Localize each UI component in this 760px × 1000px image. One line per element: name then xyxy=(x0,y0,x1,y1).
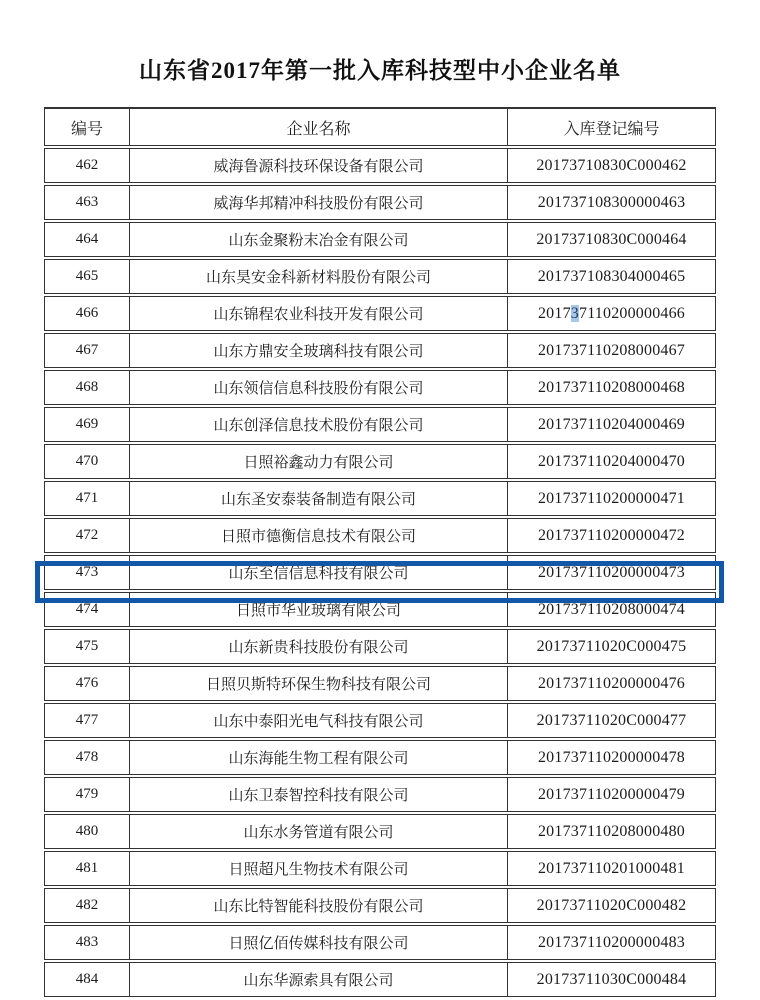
company-name-cell: 日照市华业玻璃有限公司 xyxy=(130,592,508,627)
header-row xyxy=(44,107,716,146)
registration-number-cell: 201737110208000467 xyxy=(508,333,716,368)
row-number-cell: 478 xyxy=(44,740,130,775)
registration-number-cell: 201737110200000483 xyxy=(508,925,716,960)
col-header-registration-number: 入库登记编号 xyxy=(508,107,716,146)
registration-number-cell: 201737110200000471 xyxy=(508,481,716,516)
table-row xyxy=(44,814,716,849)
registration-number-cell: 201737108304000465 xyxy=(508,259,716,294)
page-title: 山东省2017年第一批入库科技型中小企业名单 xyxy=(139,58,621,83)
company-name-cell: 山东昊安金科新材料股份有限公司 xyxy=(130,259,508,294)
registration-number-cell: 201737110208000480 xyxy=(508,814,716,849)
company-name-cell: 山东华源索具有限公司 xyxy=(130,962,508,997)
row-number-cell: 477 xyxy=(44,703,130,738)
table-row xyxy=(44,370,716,405)
row-number-cell: 463 xyxy=(44,185,130,220)
registration-number-cell: 201737110204000469 xyxy=(508,407,716,442)
company-name-cell: 日照市德衡信息技术有限公司 xyxy=(130,518,508,553)
table-row xyxy=(44,222,716,257)
company-name-cell: 威海华邦精冲科技股份有限公司 xyxy=(130,185,508,220)
company-name-cell: 山东比特智能科技股份有限公司 xyxy=(130,888,508,923)
row-number-cell: 484 xyxy=(44,962,130,997)
row-number-cell: 468 xyxy=(44,370,130,405)
table-row xyxy=(44,185,716,220)
registration-number-cell: 20173711020C000475 xyxy=(508,629,716,664)
registration-number-cell: 201737110200000466 xyxy=(508,296,716,331)
table-row xyxy=(44,259,716,294)
company-name-cell: 山东卫泰智控科技有限公司 xyxy=(130,777,508,812)
table-row xyxy=(44,592,716,627)
col-header-number: 编号 xyxy=(44,107,130,146)
registration-number-cell: 201737110200000478 xyxy=(508,740,716,775)
row-number-cell: 471 xyxy=(44,481,130,516)
registration-number-cell: 20173711030C000484 xyxy=(508,962,716,997)
company-name-cell: 山东圣安泰装备制造有限公司 xyxy=(130,481,508,516)
row-number-cell: 462 xyxy=(44,148,130,183)
registration-number-cell: 201737110200000472 xyxy=(508,518,716,553)
row-number-cell: 481 xyxy=(44,851,130,886)
company-name-cell: 山东至信信息科技有限公司 xyxy=(130,555,508,590)
registration-number-cell: 201737110208000474 xyxy=(508,592,716,627)
row-number-cell: 482 xyxy=(44,888,130,923)
registration-number-cell: 20173710830C000464 xyxy=(508,222,716,257)
row-number-cell: 465 xyxy=(44,259,130,294)
row-number-cell: 466 xyxy=(44,296,130,331)
company-name-cell: 山东锦程农业科技开发有限公司 xyxy=(130,296,508,331)
table-row xyxy=(44,925,716,960)
registration-number-cell: 201737110201000481 xyxy=(508,851,716,886)
row-number-cell: 483 xyxy=(44,925,130,960)
row-number-cell: 467 xyxy=(44,333,130,368)
registration-number-cell: 20173711020C000477 xyxy=(508,703,716,738)
company-name-cell: 山东创泽信息技术股份有限公司 xyxy=(130,407,508,442)
registration-number-cell: 20173711020C000482 xyxy=(508,888,716,923)
registration-number-cell: 201737110208000468 xyxy=(508,370,716,405)
row-number-cell: 464 xyxy=(44,222,130,257)
table-row xyxy=(44,703,716,738)
row-number-cell: 472 xyxy=(44,518,130,553)
table-row xyxy=(44,851,716,886)
table-body xyxy=(44,148,716,997)
table-row xyxy=(44,666,716,701)
registration-number-cell: 201737110200000473 xyxy=(508,555,716,590)
company-name-cell: 日照裕鑫动力有限公司 xyxy=(130,444,508,479)
table-row xyxy=(44,481,716,516)
row-number-cell: 470 xyxy=(44,444,130,479)
row-number-cell: 476 xyxy=(44,666,130,701)
company-name-cell: 日照超凡生物技术有限公司 xyxy=(130,851,508,886)
table-row xyxy=(44,740,716,775)
company-name-cell: 日照贝斯特环保生物科技有限公司 xyxy=(130,666,508,701)
company-name-cell: 威海鲁源科技环保设备有限公司 xyxy=(130,148,508,183)
registration-number-cell: 201737108300000463 xyxy=(508,185,716,220)
company-name-cell: 山东方鼎安全玻璃科技有限公司 xyxy=(130,333,508,368)
table-row xyxy=(44,333,716,368)
table-row xyxy=(44,518,716,553)
col-header-company-name: 企业名称 xyxy=(130,107,508,146)
row-number-cell: 473 xyxy=(44,555,130,590)
companies-table xyxy=(44,105,716,999)
company-name-cell: 山东领信信息科技股份有限公司 xyxy=(130,370,508,405)
table-row xyxy=(44,148,716,183)
row-number-cell: 469 xyxy=(44,407,130,442)
row-number-cell: 480 xyxy=(44,814,130,849)
registration-number-cell: 201737110200000479 xyxy=(508,777,716,812)
company-name-cell: 山东新贵科技股份有限公司 xyxy=(130,629,508,664)
company-name-cell: 日照亿佰传媒科技有限公司 xyxy=(130,925,508,960)
row-number-cell: 475 xyxy=(44,629,130,664)
company-name-cell: 山东海能生物工程有限公司 xyxy=(130,740,508,775)
selected-digit: 3 xyxy=(570,304,579,322)
registration-number-cell: 201737110204000470 xyxy=(508,444,716,479)
row-number-cell: 474 xyxy=(44,592,130,627)
table-row xyxy=(44,777,716,812)
table-row xyxy=(44,444,716,479)
table-row xyxy=(44,296,716,331)
company-name-cell: 山东中泰阳光电气科技有限公司 xyxy=(130,703,508,738)
registration-number-cell: 201737110200000476 xyxy=(508,666,716,701)
table-row xyxy=(44,629,716,664)
registration-number-cell: 20173710830C000462 xyxy=(508,148,716,183)
table-row xyxy=(44,407,716,442)
company-name-cell: 山东金聚粉末冶金有限公司 xyxy=(130,222,508,257)
table-row xyxy=(44,555,716,590)
table-row xyxy=(44,888,716,923)
company-name-cell: 山东水务管道有限公司 xyxy=(130,814,508,849)
table-row xyxy=(44,962,716,997)
row-number-cell: 479 xyxy=(44,777,130,812)
